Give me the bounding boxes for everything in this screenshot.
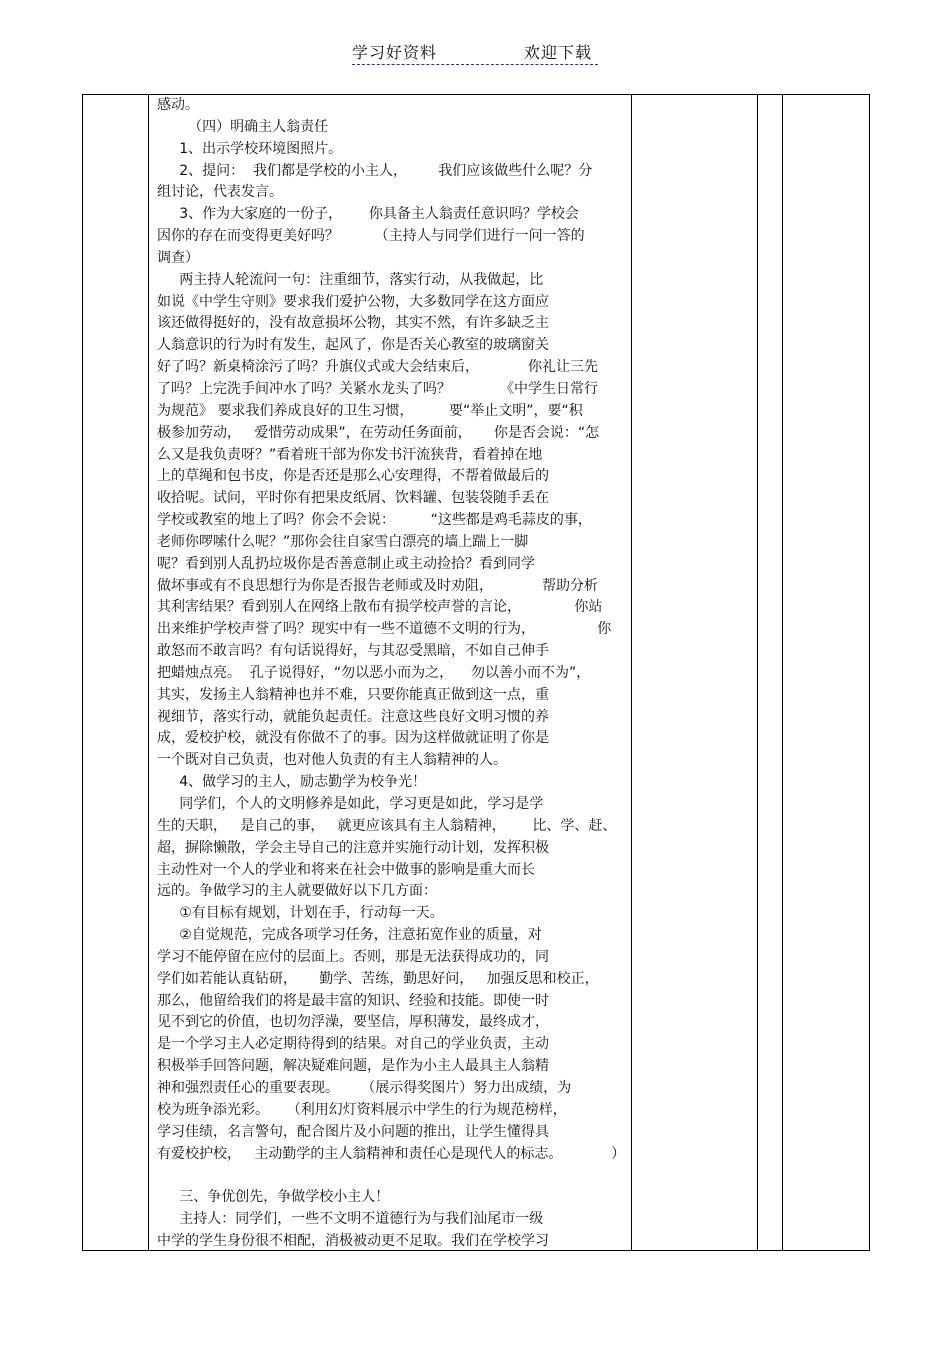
text-line: 上的草绳和包书皮，你是否还是那么心安理得，不帮着做最后的 <box>157 468 549 485</box>
table-col-line-2 <box>148 94 149 1250</box>
header-left-text: 学习好资料 <box>352 43 438 62</box>
text-line: 了吗？上完洗手间冲水了吗？关紧水龙头了吗？ 《中学生日常行 <box>157 380 598 397</box>
table-col-line-1 <box>82 94 83 1250</box>
text-line: 学校或教室的地上了吗？你会不会说： “这些都是鸡毛蒜皮的事， <box>157 512 592 529</box>
table-col-line-3 <box>631 94 632 1250</box>
text-line: 学们如若能认真钻研， 勤学、苦练，勤思好问， 加强反思和校正， <box>157 970 599 987</box>
text-line: 见不到它的价值，也切勿浮澡，要坚信，厚积薄发，最终成才， <box>157 1014 549 1031</box>
lesson-content-cell <box>157 95 627 1253</box>
page-header <box>352 40 598 64</box>
text-line: 为规范》 要求我们养成良好的卫生习惯， 要“举止文明”，要“积 <box>157 402 583 419</box>
text-line: 成，爱校护校，就没有你做不了的事。因为这样做就证明了你是 <box>157 730 549 747</box>
text-line: 呢？看到别人乱扔垃圾你是否善意制止或主动捡拾？看到同学 <box>157 555 535 572</box>
text-line: 1、出示学校环境图照片。 <box>157 140 343 157</box>
text-line: 一个既对自己负责，也对他人负责的有主人翁精神的人。 <box>157 752 507 769</box>
text-line: 神和强烈责任心的重要表现。 （展示得奖图片）努力出成绩，为 <box>157 1079 572 1096</box>
text-line: 两主持人轮流问一句：注重细节，落实行动，从我做起，比 <box>157 271 544 288</box>
text-line: 3、作为大家庭的一份子， 你具备主人翁责任意识吗？学校会 <box>157 206 579 223</box>
text-line: ②自觉规范，完成各项学习任务，注意拓宽作业的质量，对 <box>157 927 542 944</box>
table-col-line-5 <box>782 94 783 1250</box>
text-line: 该还做得挺好的，没有故意损坏公物，其实不然，有许多缺乏主 <box>157 315 549 332</box>
text-line: 远的。争做学习的主人就要做好以下几方面： <box>157 883 437 900</box>
text-line: 主动性对一个人的学业和将来在社会中做事的影响是重大而长 <box>157 861 535 878</box>
text-line: 人翁意识的行为时有发生，起风了，你是否关心教室的玻璃窗关 <box>157 337 549 354</box>
text-line: 出来维护学校声誉了吗？现实中有一些不道德不文明的行为， 你 <box>157 621 612 638</box>
text-line: 学习佳绩，名言警句，配合图片及小问题的推出，让学生懂得具 <box>157 1123 549 1140</box>
text-line: 2、提问： 我们都是学校的小主人， 我们应该做些什么呢？分 <box>157 162 593 179</box>
text-line <box>157 1165 627 1187</box>
text-line: 三、争优创先，争做学校小主人！ <box>157 1189 390 1206</box>
text-line: 极参加劳动， 爱惜劳动成果”，在劳动任务面前， 你是否会说：“怎 <box>157 424 600 441</box>
text-line: 把蜡烛点亮。 孔子说得好，“勿以恶小而为之， 勿以善小而不为”， <box>157 664 591 681</box>
text-line: 组讨论，代表发言。 <box>157 184 283 201</box>
text-line: 做坏事或有不良思想行为你是否报告老师或及时劝阻， 帮助分析 <box>157 577 598 594</box>
text-line: 因你的存在而变得更美好吗？ （主持人与同学们进行一问一答的 <box>157 228 585 245</box>
text-line: 学习不能停留在应付的层面上。否则，那是无法获得成功的，同 <box>157 948 549 965</box>
text-line: 超，摒除懒散，学会主导自己的注意并实施行动计划，发挥积极 <box>157 839 549 856</box>
text-line: 调查） <box>157 249 199 266</box>
text-line: 校为班争添光彩。 （利用幻灯资料展示中学生的行为规范榜样， <box>157 1101 567 1118</box>
text-line: 么又是我负责呀？”看着班干部为你发书汗流狭背，看着掉在地 <box>157 446 543 463</box>
text-line: 有爱校护校， 主动勤学的主人翁精神和责任心是现代人的标志。 ） <box>157 1145 626 1162</box>
text-line: 积极举手回答问题，解决疑难问题，是作为小主人最具主人翁精 <box>157 1058 549 1075</box>
text-line: 其实，发扬主人翁精神也并不难，只要你能真正做到这一点，重 <box>157 686 549 703</box>
text-line: 感动。 <box>157 97 199 113</box>
text-line: 同学们，个人的文明修养是如此，学习更是如此，学习是学 <box>157 796 544 812</box>
text-line: 主持人：同学们，一些不文明不道德行为与我们汕尾市一级 <box>157 1211 544 1228</box>
text-line: 生的天职， 是自己的事， 就更应该具有主人翁精神， 比、学、赶、 <box>157 817 617 834</box>
text-line: 视细节，落实行动，就能负起责任。注意这些良好文明习惯的养 <box>157 708 549 725</box>
text-line: 那么，他留给我们的将是最丰富的知识、经验和技能。即使一时 <box>157 992 549 1009</box>
header-dashed-underline <box>352 64 598 65</box>
text-line: 收拾呢。试问，平时你有把果皮纸屑、饮料罐、包装袋随手丢在 <box>157 490 549 507</box>
text-line: 中学的学生身份很不相配，消极被动更不足取。我们在学校学习 <box>157 1232 549 1249</box>
text-line: 如说《中学生守则》要求我们爱护公物，大多数同学在这方面应 <box>157 293 549 310</box>
table-col-line-6 <box>869 94 870 1250</box>
text-line: 好了吗？新桌椅涂污了吗？升旗仪式或大会结束后， 你礼让三先 <box>157 359 598 376</box>
text-line: ①有目标有规划，计划在手，行动每一天。 <box>157 905 444 922</box>
text-line: 敢怒而不敢言吗？有句话说得好，与其忍受黑暗，不如自己伸手 <box>157 643 549 660</box>
text-line: 老师你啰嗦什么呢？”那你会往自家雪白漂亮的墙上踹上一脚 <box>157 533 529 550</box>
text-line: 其利害结果？看到别人在网络上散布有损学校声誉的言论， 你站 <box>157 599 603 616</box>
text-line: 4、做学习的主人，励志勤学为校争光！ <box>157 774 427 791</box>
text-line: （四）明确主人翁责任 <box>157 118 329 135</box>
table-col-line-4 <box>757 94 758 1250</box>
text-line: 是一个学习主人必定期待得到的结果。对自己的学业负责，主动 <box>157 1036 549 1053</box>
header-right-text: 欢迎下载 <box>524 43 593 62</box>
